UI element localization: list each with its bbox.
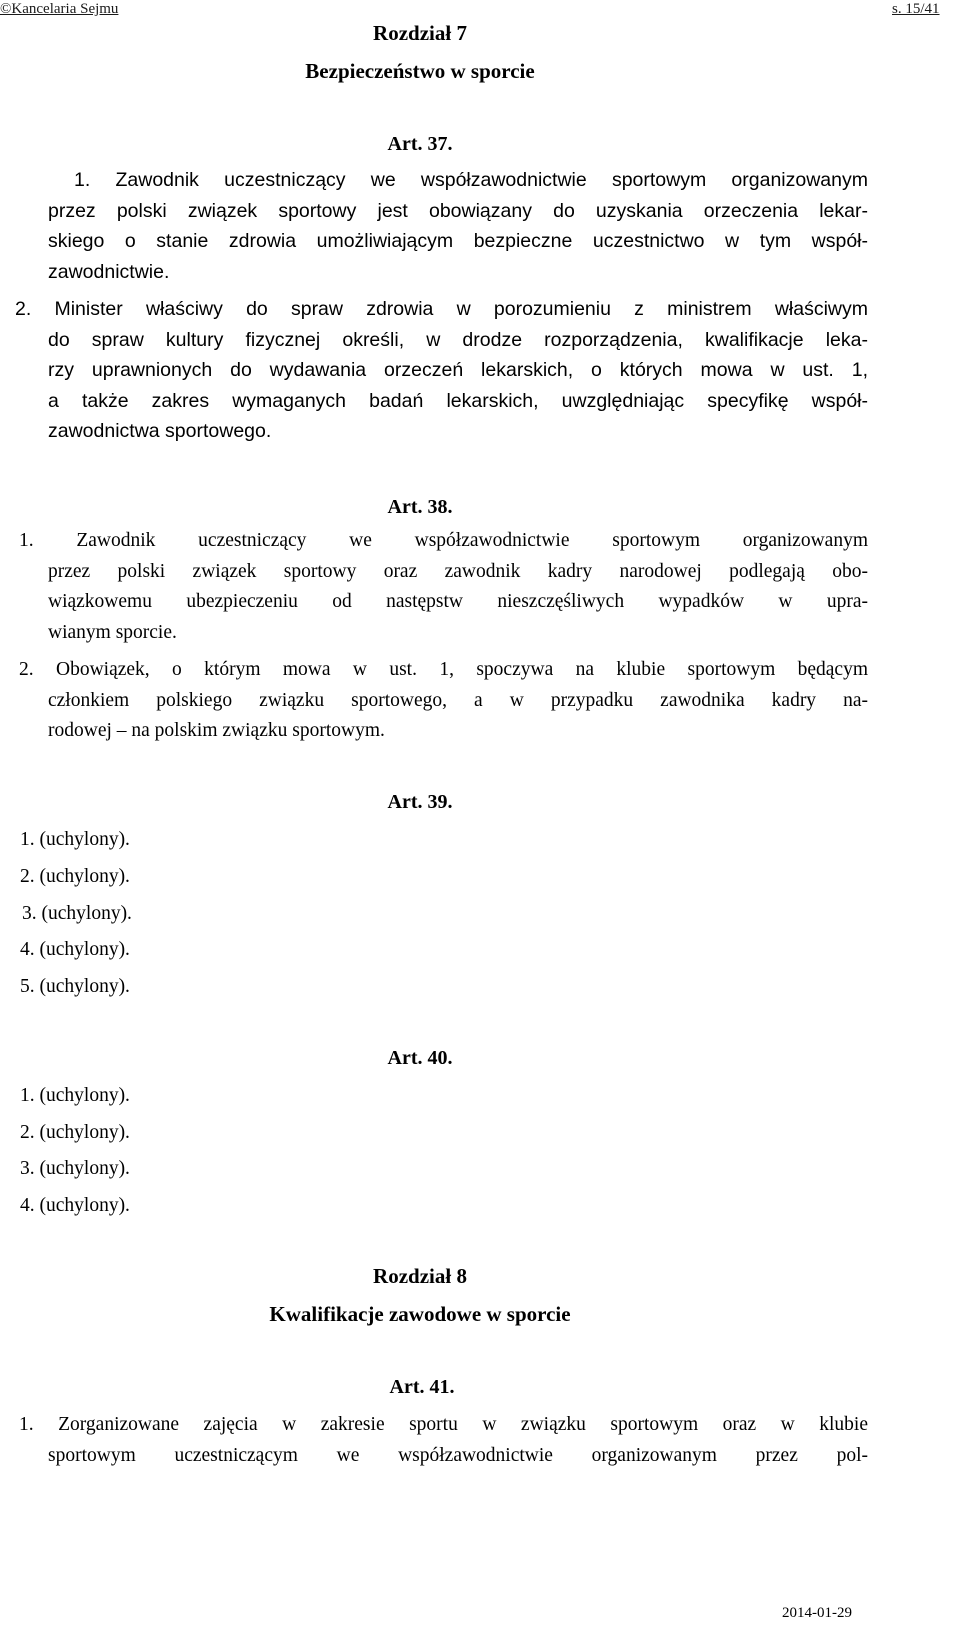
art38-paragraph-2 bbox=[19, 655, 868, 747]
copyright-header bbox=[0, 0, 118, 18]
page-number bbox=[892, 0, 940, 18]
text-line: sportowym uczestniczącym we współzawodnictwie organizowanym przez pol- bbox=[48, 1444, 868, 1466]
repealed-item: 5. (uchylony). bbox=[20, 976, 130, 997]
article-heading: Art. 41. bbox=[389, 1376, 455, 1398]
page-number-link[interactable]: s. 15/41 bbox=[892, 1, 940, 17]
repealed-item: 3. (uchylony). bbox=[22, 903, 132, 924]
text-line: 1. Zawodnik uczestniczący we współzawodnictwie sportowym organizowanym bbox=[74, 169, 868, 191]
repealed-item: 2. (uchylony). bbox=[20, 866, 130, 887]
text-line: 1. Zorganizowane zajęcia w zakresie sportu w związku sportowym oraz w klubie bbox=[19, 1414, 868, 1435]
art37-paragraph-1 bbox=[48, 165, 868, 287]
text-line: zawodnictwa sportowego. bbox=[48, 420, 272, 442]
text-line: członkiem polskiego związku sportowego, a w przypadku zawodnika kadry na- bbox=[48, 689, 868, 711]
text-line: przez polski związek sportowy jest obowiązany do uzyskania orzeczenia lekar- bbox=[48, 199, 868, 222]
article-heading: Art. 39. bbox=[387, 791, 453, 813]
article-heading: Art. 40. bbox=[387, 1047, 453, 1069]
text-line: przez polski związek sportowy oraz zawodnik kadry narodowej podlegają obo- bbox=[48, 560, 868, 582]
repealed-item: 4. (uchylony). bbox=[20, 939, 130, 960]
text-line: rzy uprawnionych do wydawania orzeczeń lekarskich, o których mowa w ust. 1, bbox=[48, 359, 868, 381]
text-line: do spraw kultury fizycznej określi, w drodze rozporządzenia, kwalifikacje leka- bbox=[48, 328, 868, 351]
art37-paragraph-2 bbox=[15, 294, 868, 447]
text-line: skiego o stanie zdrowia umożliwiającym bezpieczne uczestnictwo w tym współ- bbox=[48, 230, 868, 252]
chapter-title: Kwalifikacje zawodowe w sporcie bbox=[269, 1302, 571, 1326]
article-heading: Art. 37. bbox=[387, 133, 453, 155]
art41-paragraph-1 bbox=[19, 1410, 868, 1471]
text-line: wiązkowemu ubezpieczeniu od następstw nieszczęśliwych wypadków w upra- bbox=[48, 591, 868, 612]
text-line: 2. Minister właściwy do spraw zdrowia w porozumieniu z ministrem właściwym bbox=[15, 298, 868, 320]
text-line: zawodnictwie. bbox=[48, 260, 170, 283]
repealed-item: 2. (uchylony). bbox=[20, 1122, 130, 1143]
repealed-item: 1. (uchylony). bbox=[20, 829, 130, 850]
repealed-item: 1. (uchylony). bbox=[20, 1085, 130, 1106]
chapter-number: Rozdział 7 bbox=[373, 21, 467, 45]
text-line: rodowej – na polskim związku sportowym. bbox=[48, 720, 385, 741]
copyright-link[interactable]: ©Kancelaria Sejmu bbox=[0, 1, 119, 17]
chapter-title: Bezpieczeństwo w sporcie bbox=[305, 59, 535, 83]
text-line: 1. Zawodnik uczestniczący we współzawodnictwie sportowym organizowanym bbox=[19, 530, 868, 551]
footer-date: 2014-01-29 bbox=[782, 1605, 852, 1621]
chapter-number: Rozdział 8 bbox=[373, 1264, 467, 1288]
text-line: wianym sporcie. bbox=[48, 621, 177, 643]
repealed-item: 3. (uchylony). bbox=[20, 1158, 130, 1179]
text-line: 2. Obowiązek, o którym mowa w ust. 1, spoczywa na klubie sportowym będącym bbox=[19, 659, 868, 680]
repealed-item: 4. (uchylony). bbox=[20, 1195, 130, 1216]
article-heading: Art. 38. bbox=[387, 496, 453, 518]
text-line: a także zakres wymaganych badań lekarskich, uwzględniając specyfikę współ- bbox=[48, 389, 868, 412]
art38-paragraph-1 bbox=[19, 526, 868, 648]
